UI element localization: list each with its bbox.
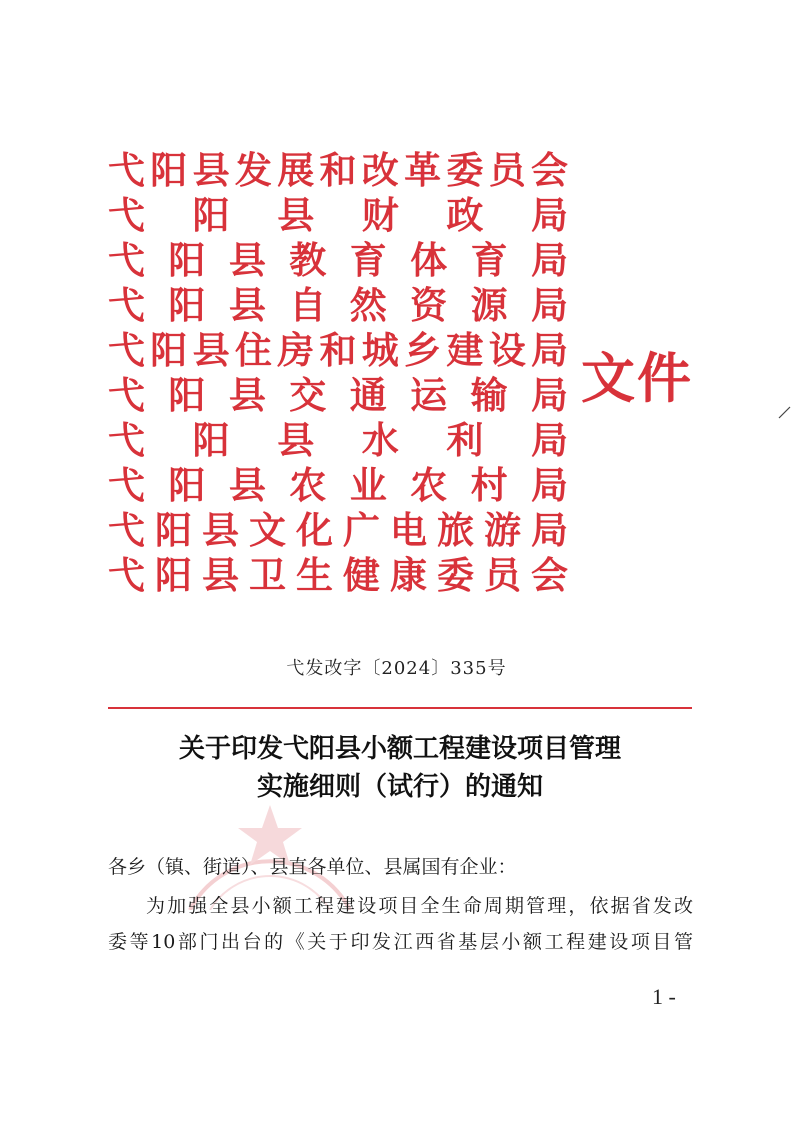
page-number: 1 - xyxy=(652,984,676,1009)
agency-line xyxy=(108,328,568,373)
agency-name: 弋阳县教育体育局 xyxy=(108,238,568,282)
agency-line xyxy=(108,553,568,598)
body-line: 委等10部门出台的《关于印发江西省基层小额工程建设项目管 xyxy=(108,931,693,953)
agency-line xyxy=(108,508,568,553)
agency-line xyxy=(108,373,568,418)
file-header-word: 文件 xyxy=(581,346,693,410)
agency-name: 弋阳县财政局 xyxy=(108,193,568,237)
agency-name: 弋阳县发展和改革委员会 xyxy=(108,148,568,192)
document-title xyxy=(60,730,740,806)
agency-line xyxy=(108,418,568,463)
agency-name: 弋阳县文化广电旅游局 xyxy=(108,508,568,552)
body-paragraph xyxy=(108,888,693,960)
title-line: 关于印发弋阳县小额工程建设项目管理 xyxy=(178,734,621,764)
agency-line xyxy=(108,283,568,328)
agency-name: 弋阳县卫生健康委员会 xyxy=(108,553,568,597)
agency-name: 弋阳县自然资源局 xyxy=(108,283,568,327)
issuing-agencies xyxy=(108,148,568,598)
red-separator-line xyxy=(108,707,692,709)
agency-name: 弋阳县农业农村局 xyxy=(108,463,568,507)
agency-name: 弋阳县住房和城乡建设局 xyxy=(108,328,568,372)
document-number: 弋发改字〔2024〕335号 xyxy=(286,658,507,679)
body-line: 为加强全县小额工程建设项目全生命周期管理，依据省发改 xyxy=(146,895,693,917)
agency-line xyxy=(108,463,568,508)
agency-name: 弋阳县交通运输局 xyxy=(108,373,568,417)
agency-line xyxy=(108,193,568,238)
agency-line xyxy=(108,148,568,193)
scan-mark-icon xyxy=(778,405,792,419)
salutation: 各乡（镇、街道）、县直各单位、县属国有企业： xyxy=(108,856,517,878)
title-line: 实施细则（试行）的通知 xyxy=(256,772,543,802)
agency-line xyxy=(108,238,568,283)
agency-name: 弋阳县水利局 xyxy=(108,418,568,462)
